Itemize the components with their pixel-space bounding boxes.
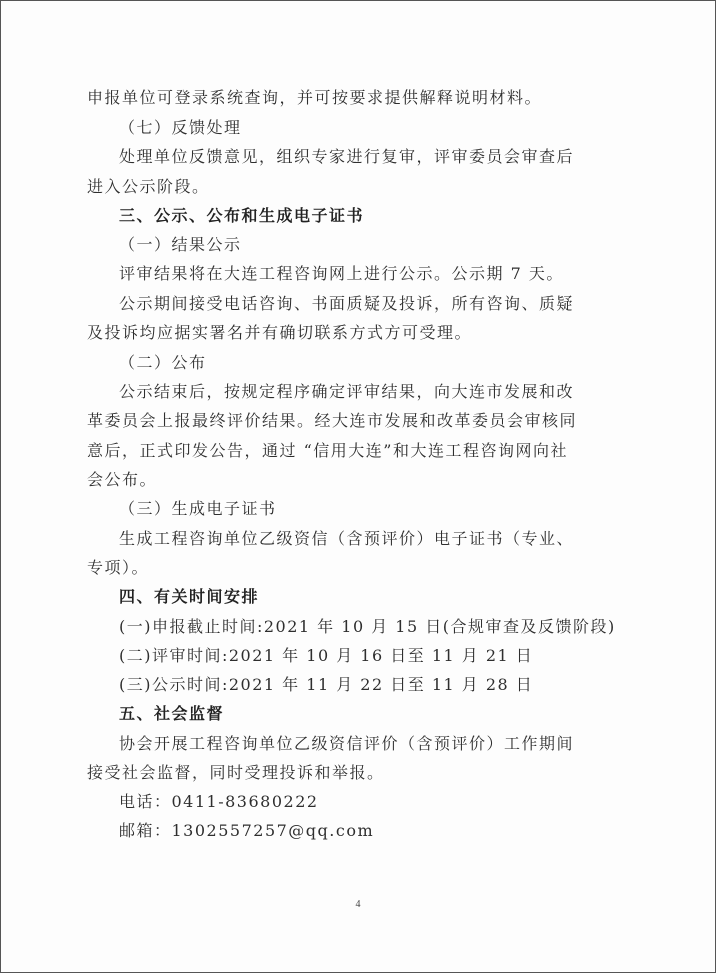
text-line: 公示期间接受电话咨询、书面质疑及投诉，所有咨询、质疑 <box>119 294 575 313</box>
text-line: 革委员会上报最终评价结果。经大连市发展和改革委员会审核同 <box>87 411 578 430</box>
text-line: 公示结束后，按规定程序确定评审结果，向大连市发展和改 <box>119 382 575 401</box>
text-line: 电话：0411-83680222 <box>119 792 319 811</box>
text-line: 接受社会监督，同时受理投诉和举报。 <box>87 763 385 782</box>
text-line: 及投诉均应据实署名并有确切联系方式方可受理。 <box>87 323 473 342</box>
text-line: 进入公示阶段。 <box>87 177 210 196</box>
text-line: （三）生成电子证书 <box>119 499 277 518</box>
text-line: 评审结果将在大连工程咨询网上进行公示。公示期 7 天。 <box>119 264 564 283</box>
section-heading: 三、公示、公布和生成电子证书 <box>119 206 365 225</box>
text-line: 协会开展工程咨询单位乙级资信评价（含预评价）工作期间 <box>119 734 575 753</box>
text-line: (一)申报截止时间:2021 年 10 月 15 日(合规审查及反馈阶段) <box>119 617 616 636</box>
text-line: 生成工程咨询单位乙级资信（含预评价）电子证书（专业、 <box>119 529 575 548</box>
section-heading: 五、社会监督 <box>119 704 225 723</box>
text-line: (三)公示时间:2021 年 11 月 22 日至 11 月 28 日 <box>119 675 534 694</box>
text-line: 申报单位可登录系统查询，并可按要求提供解释说明材料。 <box>87 88 543 107</box>
text-line: 会公布。 <box>87 470 158 489</box>
page-number: 4 <box>355 899 361 910</box>
text-line: 邮箱：1302557257@qq.com <box>119 821 375 840</box>
text-line: 专项）。 <box>87 558 150 577</box>
text-line: （一）结果公示 <box>119 235 242 254</box>
text-line: (二)评审时间:2021 年 10 月 16 日至 11 月 21 日 <box>119 646 534 665</box>
text-line: （七）反馈处理 <box>119 118 242 137</box>
text-line: 意后，正式印发公告，通过 “信用大连”和大连工程咨询网向社 <box>87 441 568 460</box>
section-heading: 四、有关时间安排 <box>119 587 260 606</box>
text-line: 处理单位反馈意见，组织专家进行复审，评审委员会审查后 <box>119 147 575 166</box>
text-line: （二）公布 <box>119 353 207 372</box>
